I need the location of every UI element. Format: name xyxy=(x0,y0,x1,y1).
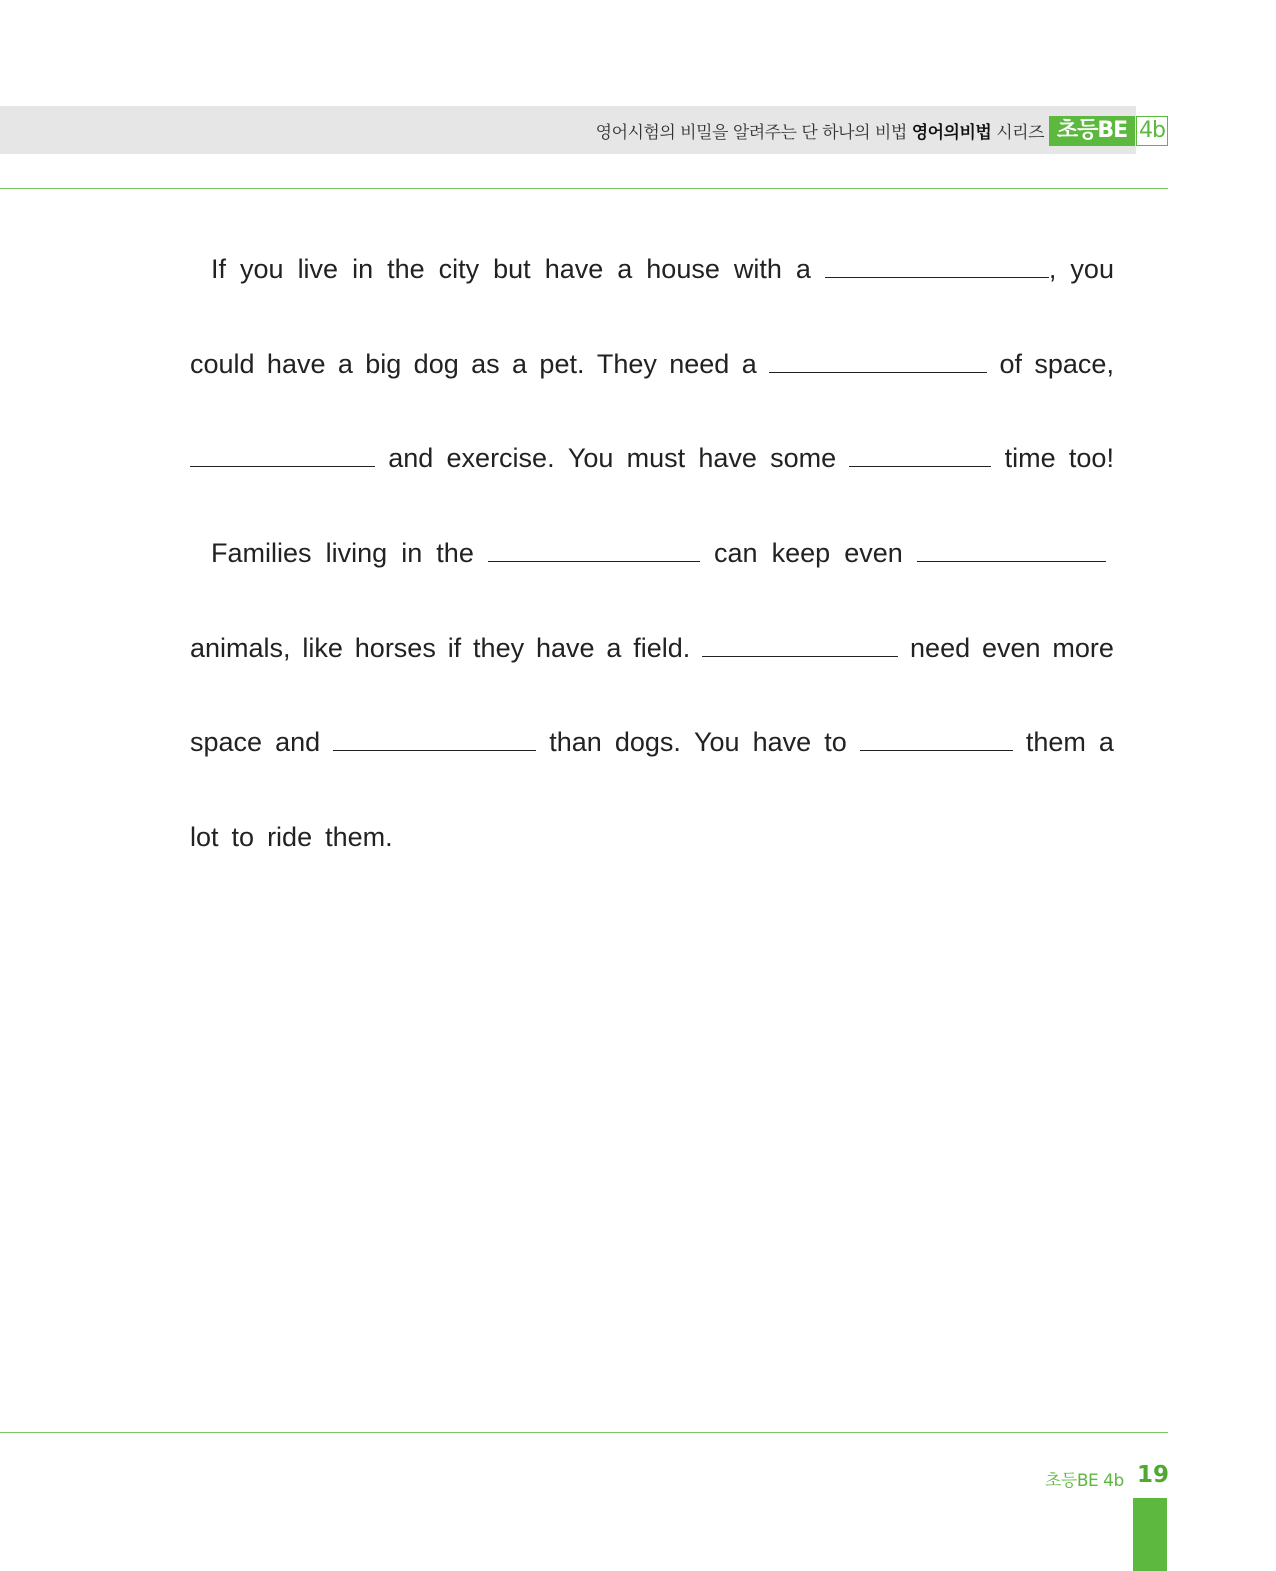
word: live xyxy=(297,254,339,284)
word: ride xyxy=(267,822,313,853)
word: but xyxy=(493,254,531,284)
word: city xyxy=(438,254,480,284)
word: horses xyxy=(354,632,436,663)
word: a xyxy=(512,348,528,379)
word: have xyxy=(544,254,604,284)
word: Families xyxy=(211,538,312,569)
series-suffix: 시리즈 xyxy=(996,123,1044,143)
punctuation: , xyxy=(1048,254,1057,284)
word: them. xyxy=(325,822,393,853)
word: big xyxy=(365,348,402,379)
answer-blank[interactable] xyxy=(190,444,375,467)
passage-line xyxy=(190,604,1114,699)
word: in xyxy=(352,254,374,284)
word: a xyxy=(337,348,353,379)
passage-line xyxy=(190,320,1114,415)
header-divider xyxy=(0,188,1168,189)
passage-line xyxy=(190,225,1114,320)
page-number: 19 xyxy=(1137,1462,1170,1488)
word: of xyxy=(999,348,1023,379)
word: animals, xyxy=(190,632,291,663)
answer-blank[interactable] xyxy=(769,350,987,373)
word: to xyxy=(824,727,847,758)
passage-line xyxy=(190,698,1114,793)
word: living xyxy=(325,538,388,569)
passage xyxy=(190,225,1114,888)
series-brand: 영어의비법 xyxy=(911,123,992,143)
word: They xyxy=(596,348,657,379)
word: You xyxy=(567,443,614,474)
passage-line xyxy=(190,414,1114,509)
word: If xyxy=(211,254,227,284)
word: could xyxy=(190,348,255,379)
word: have xyxy=(266,348,326,379)
word: a xyxy=(795,254,811,284)
word: the xyxy=(387,254,425,284)
word: house xyxy=(646,254,720,284)
word: need xyxy=(910,632,971,663)
word: field. xyxy=(633,632,691,663)
passage-line xyxy=(190,509,1114,604)
word: space xyxy=(190,727,263,758)
word: lot xyxy=(190,822,219,853)
word: need xyxy=(669,348,730,379)
footer-book-label: 초등BE 4b xyxy=(1045,1471,1124,1491)
word: can xyxy=(714,538,758,569)
series-title xyxy=(596,118,1044,143)
word: have xyxy=(535,632,595,663)
page-edge-tab xyxy=(1133,1498,1167,1571)
word: they xyxy=(473,632,525,663)
answer-blank[interactable] xyxy=(702,634,898,657)
word: a xyxy=(606,632,622,663)
answer-blank[interactable] xyxy=(488,539,700,562)
word: them xyxy=(1025,727,1086,758)
word: and xyxy=(388,443,434,474)
answer-blank[interactable] xyxy=(825,255,1049,278)
word: and xyxy=(275,727,321,758)
word: you xyxy=(240,254,284,284)
word: pet. xyxy=(539,348,585,379)
word: dogs. xyxy=(614,727,681,758)
word: must xyxy=(626,443,686,474)
word: keep xyxy=(771,538,831,569)
word: a xyxy=(1098,727,1114,758)
word: have xyxy=(752,727,812,758)
word: dog xyxy=(413,348,459,379)
answer-blank[interactable] xyxy=(333,728,536,751)
word: some xyxy=(770,443,837,474)
word: more xyxy=(1052,632,1114,663)
word: to xyxy=(231,822,255,853)
word: You xyxy=(693,727,740,758)
word: a xyxy=(617,254,633,284)
word: than xyxy=(549,727,602,758)
word: with xyxy=(733,254,782,284)
word: too! xyxy=(1068,443,1114,474)
word: even xyxy=(844,538,903,569)
passage-line xyxy=(190,793,1114,888)
answer-blank[interactable] xyxy=(917,539,1106,562)
word: if xyxy=(447,632,462,663)
word: time xyxy=(1004,443,1056,474)
footer-divider xyxy=(0,1432,1168,1433)
answer-blank[interactable] xyxy=(849,444,991,467)
word: a xyxy=(741,348,757,379)
book-badge: 초등BE xyxy=(1049,116,1135,146)
book-level-badge: 4b xyxy=(1136,116,1168,146)
word: like xyxy=(302,632,343,663)
word: the xyxy=(436,538,474,569)
word: space, xyxy=(1034,348,1114,379)
word: as xyxy=(471,348,500,379)
series-text: 영어시험의 비밀을 알려주는 단 하나의 비법 xyxy=(595,123,907,143)
word: you xyxy=(1070,254,1114,284)
word: in xyxy=(401,538,423,569)
word: even xyxy=(981,632,1041,663)
answer-blank[interactable] xyxy=(860,728,1013,751)
word: exercise. xyxy=(446,443,555,474)
word: have xyxy=(698,443,757,474)
